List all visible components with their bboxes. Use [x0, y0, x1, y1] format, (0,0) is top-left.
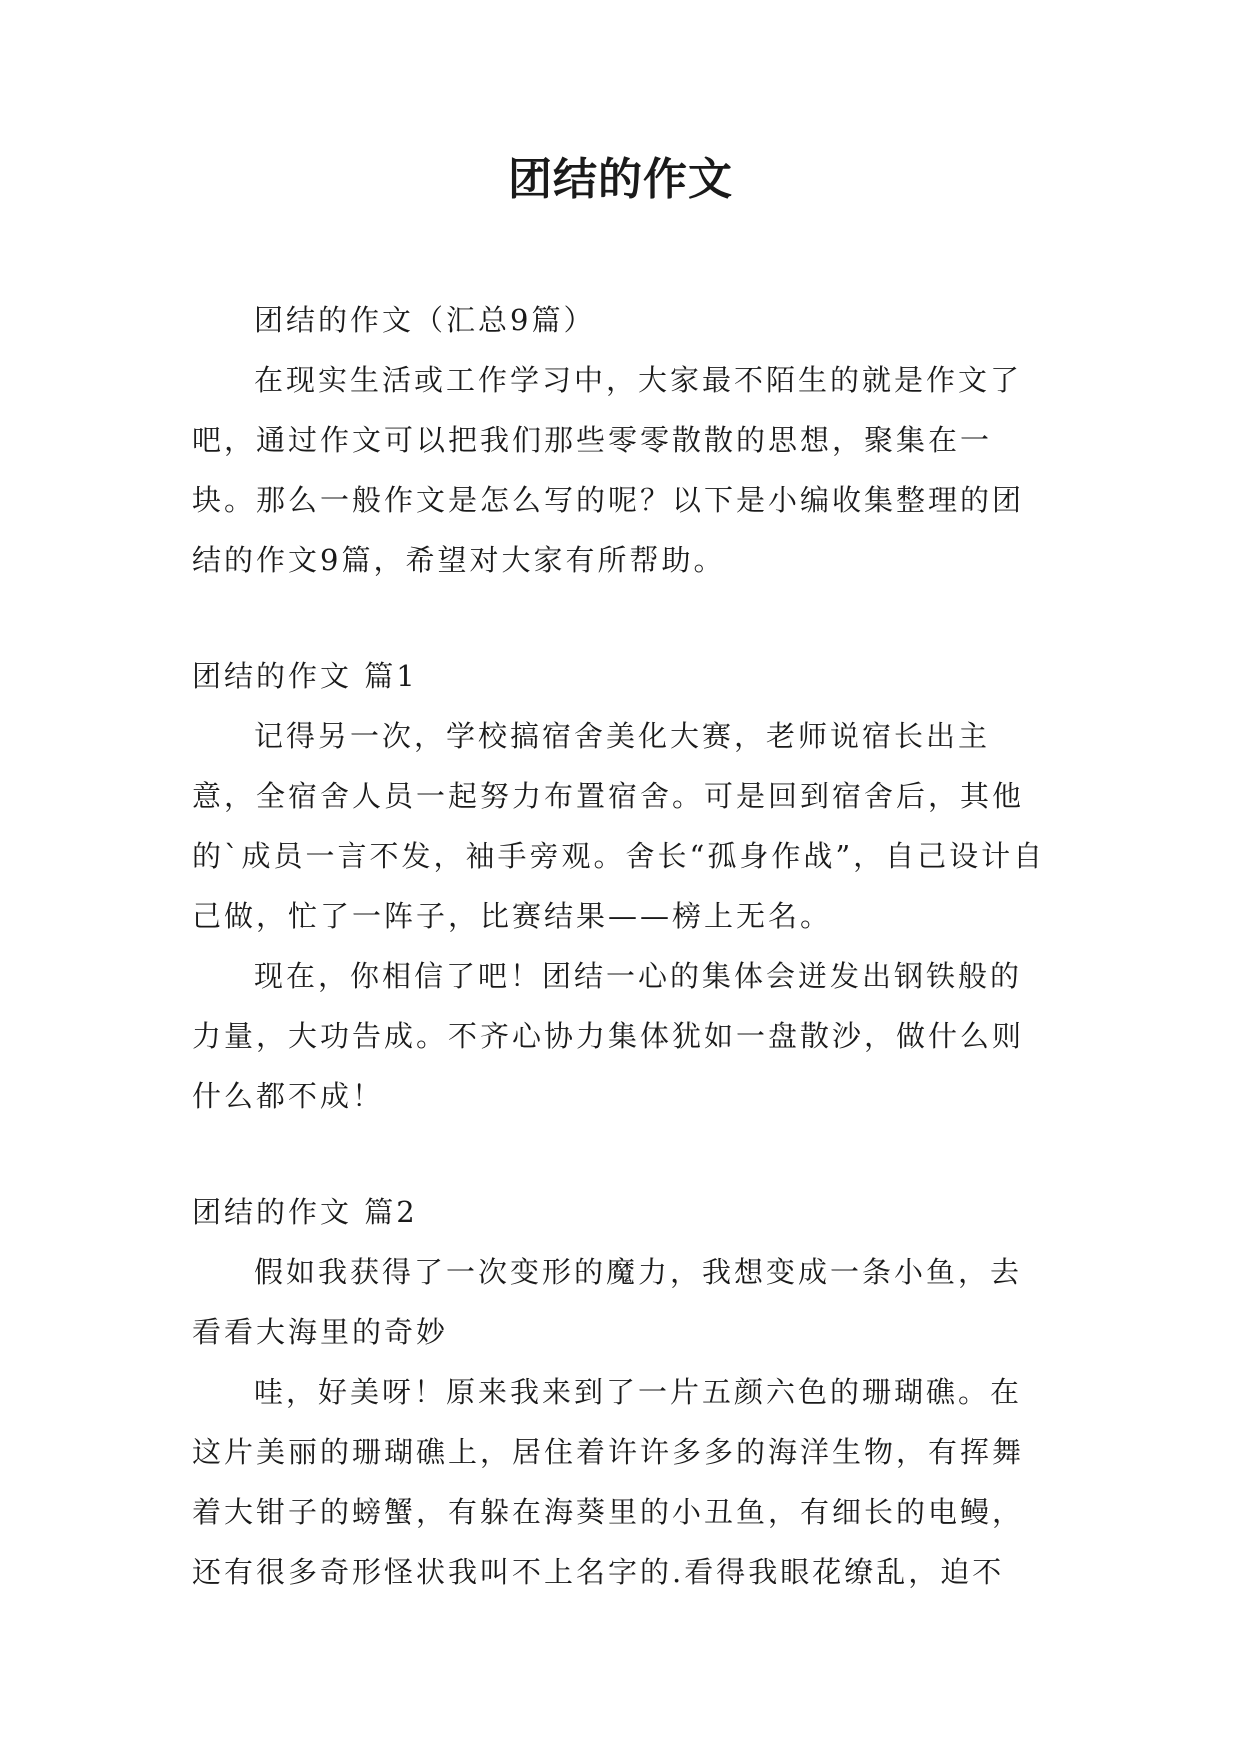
section-1-paragraph-1: 记得另一次，学校搞宿舍美化大赛，老师说宿长出主意，全宿舍人员一起努力布置宿舍。可是回到宿舍后，其他的`成员一言不发，袖手旁观。舍长“孤身作战”，自己设计自己做，忙了一阵子，比赛结果——榜上无名。	[192, 719, 1046, 933]
section-1-paragraph-2: 现在，你相信了吧！团结一心的集体会迸发出钢铁般的力量，大功告成。不齐心协力集体犹如一盘散沙，做什么则什么都不成！	[192, 959, 1025, 1113]
intro-subtitle: 团结的作文（汇总9篇）	[254, 303, 596, 337]
section-2-paragraph-1: 假如我获得了一次变形的魔力，我想变成一条小鱼，去看看大海里的奇妙	[192, 1255, 1023, 1349]
document-title: 团结的作文	[508, 154, 733, 205]
section-heading-1: 团结的作文 篇1	[192, 659, 418, 693]
section-spacer	[192, 590, 1052, 646]
intro-paragraph: 在现实生活或工作学习中，大家最不陌生的就是作文了吧，通过作文可以把我们那些零零散散的思想，聚集在一块。那么一般作文是怎么写的呢？以下是小编收集整理的团结的作文9篇，希望对大家有所帮助。	[192, 363, 1025, 577]
section-heading-2: 团结的作文 篇2	[192, 1195, 418, 1229]
section-2-paragraph-2: 哇，好美呀！原来我来到了一片五颜六色的珊瑚礁。在这片美丽的珊瑚礁上，居住着许许多多的海洋生物，有挥舞着大钳子的螃蟹，有躲在海葵里的小丑鱼，有细长的电鳗，还有很多奇形怪状我叫不上名字的.看得我眼花缭乱，迫不	[192, 1375, 1025, 1589]
document-body	[192, 290, 1052, 1602]
section-spacer	[192, 1126, 1052, 1182]
